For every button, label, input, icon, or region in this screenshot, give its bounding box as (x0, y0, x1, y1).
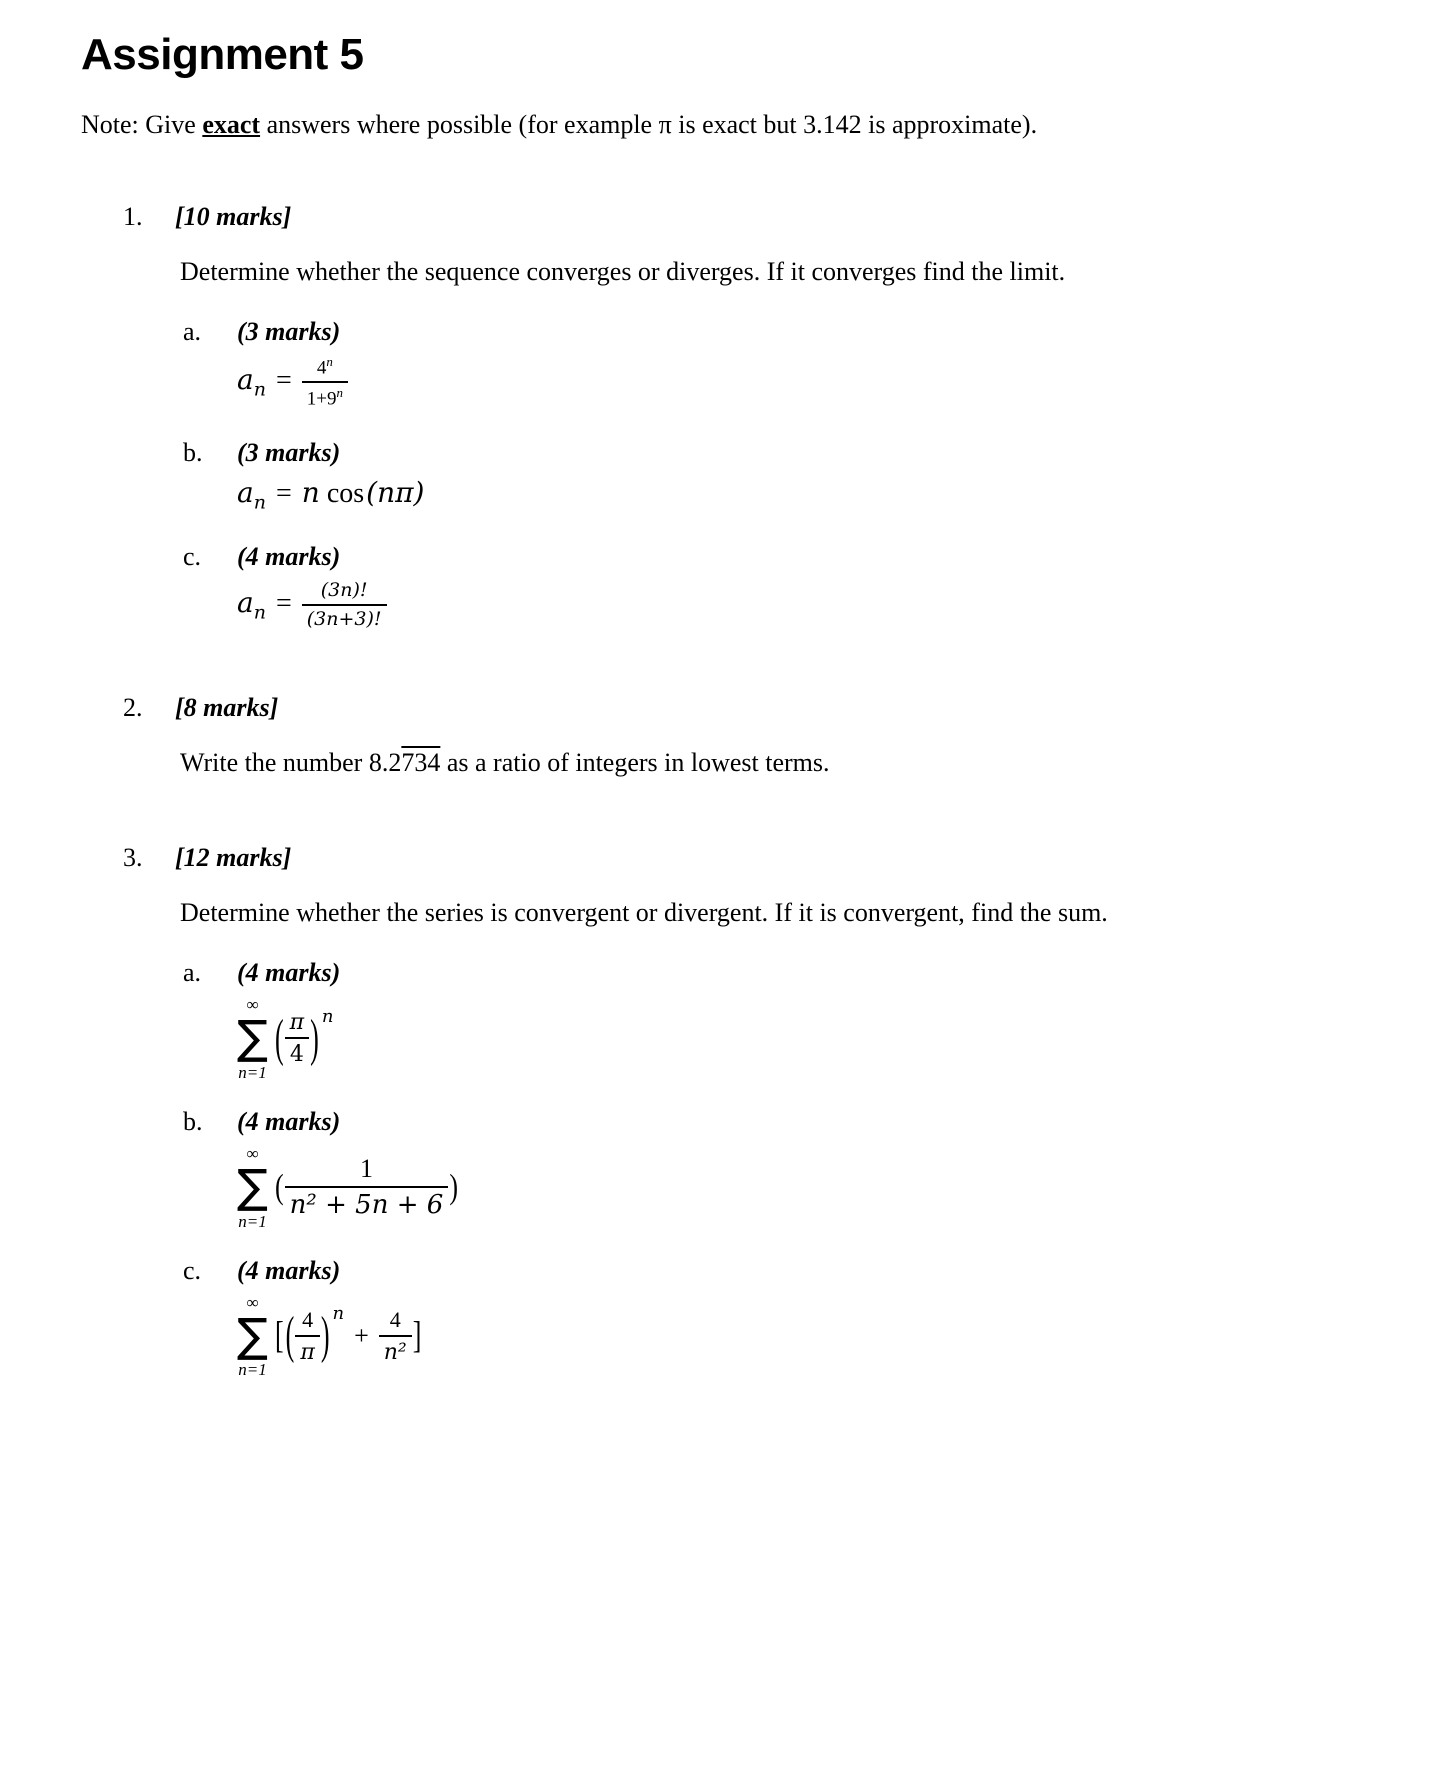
exponent: n (332, 1303, 345, 1325)
formula-q3c (237, 1294, 1387, 1379)
exponent: n (321, 1005, 334, 1027)
prompt-prefix: Write the number 8.2 (180, 747, 402, 777)
sigma-icon: ∑ (237, 1159, 268, 1214)
question-2-header (123, 693, 1387, 723)
fraction-2 (379, 1307, 412, 1365)
part-1c-label: c. (183, 541, 202, 571)
numerator-exponent: n (326, 353, 333, 369)
question-1-prompt: Determine whether the sequence converges or diverges. If it converges find the limit. (180, 257, 1066, 286)
part-1a-marks: (3 marks) (237, 316, 341, 346)
left-bracket: [ (275, 1314, 284, 1357)
part-1c-marks: (4 marks) (237, 541, 341, 571)
fraction-denominator: (3n+3)! (306, 607, 382, 630)
math-subscript: n (253, 378, 266, 401)
equals-sign: = (275, 478, 292, 510)
equals-sign: = (275, 587, 292, 619)
summation-operator (237, 996, 268, 1081)
question-3-part-b (183, 1107, 1387, 1230)
left-paren: ( (275, 1008, 284, 1067)
question-1-number: 1. (123, 202, 143, 231)
note-emphasis: exact (202, 110, 261, 139)
question-2-number: 2. (123, 692, 143, 722)
function-argument: (nπ) (366, 476, 425, 510)
fraction (302, 580, 387, 631)
formula-q1b (237, 476, 1387, 514)
sum-lower-limit: n=1 (238, 1211, 267, 1231)
fraction-denominator: n² + 5n + 6 (289, 1189, 444, 1220)
part-3b-marks: (4 marks) (237, 1107, 341, 1137)
right-paren: ) (310, 1008, 319, 1067)
sum-upper-limit: ∞ (246, 1292, 259, 1312)
part-3a-marks: (4 marks) (237, 958, 341, 988)
numerator-base: 4 (316, 357, 327, 379)
left-paren: ( (275, 1167, 284, 1207)
page-title: Assignment 5 (81, 30, 364, 79)
question-2-marks: [8 marks] (175, 692, 279, 722)
math-var: a (237, 585, 254, 619)
fraction-numerator: 4 (379, 1307, 412, 1336)
plus-sign: + (354, 1321, 369, 1351)
fraction-numerator (302, 355, 348, 383)
math-var: a (237, 476, 254, 510)
question-3-number: 3. (123, 843, 143, 873)
fraction (285, 1154, 449, 1221)
part-1b-marks: (3 marks) (237, 438, 341, 468)
question-3-prompt: Determine whether the series is convergent or divergent. If it is convergent, find the sum. (180, 898, 1108, 928)
question-1-part-b (183, 438, 1387, 514)
summand (274, 1154, 459, 1221)
right-paren: ) (320, 1306, 330, 1365)
note-line (81, 110, 1387, 140)
sum-upper-limit: ∞ (246, 1144, 259, 1164)
left-paren: ( (285, 1306, 295, 1365)
question-1-marks: [10 marks] (175, 202, 292, 231)
question-2 (81, 693, 1387, 782)
part-1c-header (183, 542, 1387, 572)
fraction-numerator: 4 (295, 1307, 319, 1336)
fraction-numerator: 1 (285, 1154, 449, 1188)
fraction-denominator: n² (383, 1339, 407, 1365)
right-paren: ) (449, 1167, 458, 1207)
sum-lower-limit: n=1 (238, 1360, 267, 1380)
fraction-denominator: 4 (289, 1042, 304, 1068)
summand (274, 1303, 422, 1365)
denominator-exponent: n (336, 385, 343, 401)
part-3b-label: b. (183, 1107, 203, 1137)
fraction-denominator: π (300, 1339, 315, 1365)
question-2-prompt (180, 745, 1190, 782)
summation-operator (237, 1294, 268, 1379)
question-3-part-c (183, 1256, 1387, 1379)
question-3-header (123, 843, 1387, 873)
question-1 (81, 202, 1387, 631)
math-subscript: n (253, 601, 266, 624)
equals-sign: = (275, 365, 292, 396)
question-3-part-a (183, 958, 1387, 1081)
sum-upper-limit: ∞ (246, 995, 259, 1015)
right-bracket: ] (412, 1314, 422, 1357)
part-1b-header (183, 438, 1387, 468)
denominator-base: 1+9 (306, 388, 337, 410)
question-3-marks: [12 marks] (175, 843, 292, 873)
math-subscript: n (253, 491, 266, 514)
fraction-denominator (302, 383, 348, 410)
formula-q3a (237, 996, 1387, 1081)
formula-q3b (237, 1145, 1387, 1230)
question-1-part-c (183, 542, 1387, 631)
fraction-numerator: (3n)! (302, 580, 387, 606)
part-1a-label: a. (183, 316, 202, 346)
part-3c-header (183, 1256, 1387, 1286)
part-3c-marks: (4 marks) (237, 1255, 341, 1285)
sigma-icon: ∑ (237, 1010, 268, 1065)
part-3a-label: a. (183, 958, 202, 988)
sum-lower-limit: n=1 (238, 1063, 267, 1083)
fraction-numerator: π (285, 1010, 309, 1039)
formula-q1c (237, 580, 1387, 631)
question-1-part-a (183, 317, 1387, 410)
math-term: n (301, 476, 320, 510)
cos-function: cos (326, 478, 365, 510)
question-1-header (123, 202, 1387, 232)
formula-q1a (237, 355, 1387, 410)
summand (274, 1005, 334, 1068)
note-suffix: answers where possible (for example π is exact but 3.142 is approximate). (260, 110, 1038, 139)
fraction-1 (295, 1307, 319, 1365)
summation-operator (237, 1145, 268, 1230)
prompt-suffix: as a ratio of integers in lowest terms. (440, 747, 830, 777)
note-prefix: Note: Give (81, 110, 203, 139)
part-3b-header (183, 1107, 1387, 1137)
math-var: a (237, 363, 254, 396)
part-3c-label: c. (183, 1255, 202, 1285)
repeating-decimal: 734 (401, 747, 441, 777)
fraction (285, 1010, 309, 1068)
part-3a-header (183, 958, 1387, 988)
fraction (302, 355, 348, 410)
question-3 (81, 843, 1387, 1378)
sigma-icon: ∑ (237, 1307, 268, 1362)
part-1a-header (183, 317, 1387, 347)
part-1b-label: b. (183, 438, 203, 468)
